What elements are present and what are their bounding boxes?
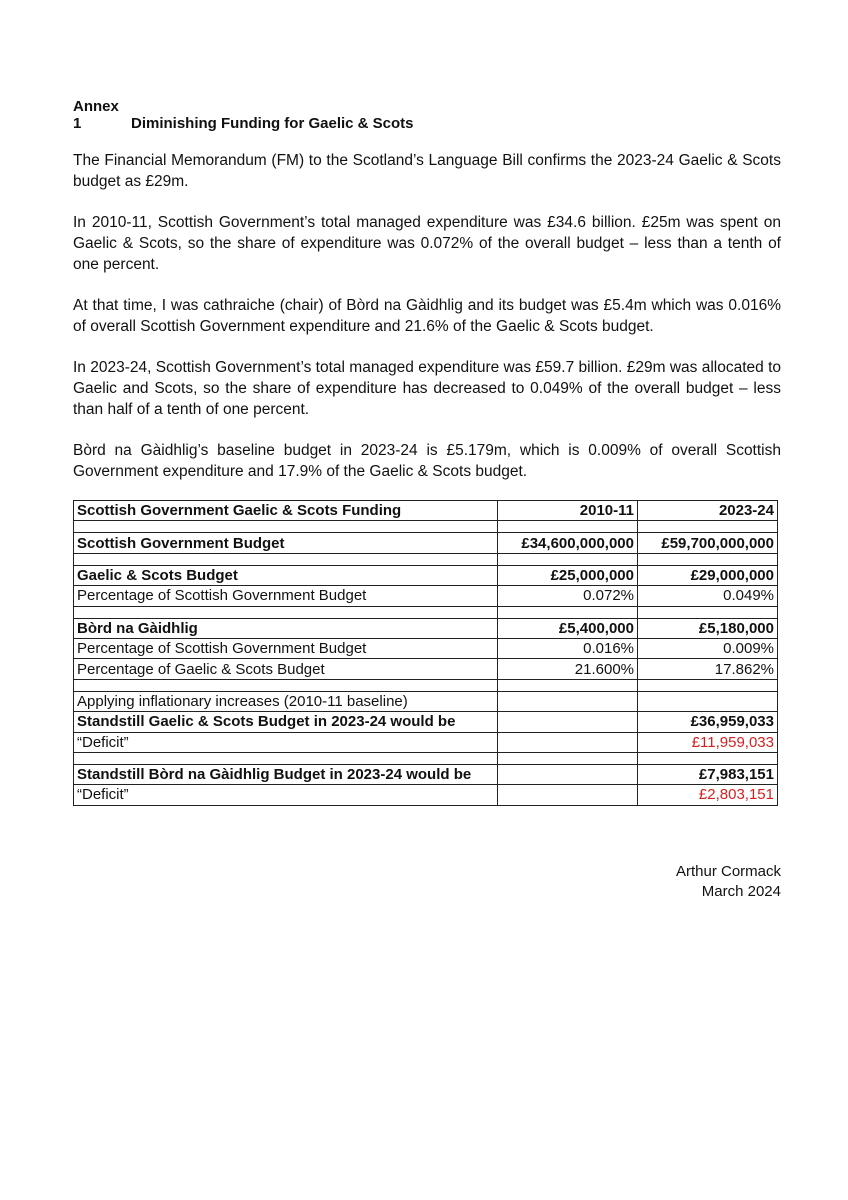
table-row: [74, 533, 778, 553]
row-value-2023: 17.862%: [638, 659, 778, 679]
row-value-2010: [498, 732, 638, 752]
table-row: [74, 732, 778, 752]
row-value-2023: £29,000,000: [638, 565, 778, 585]
row-value-2010: £5,400,000: [498, 618, 638, 638]
row-label: Applying inflationary increases (2010-11 baseline): [74, 691, 498, 711]
row-value-2010: £34,600,000,000: [498, 533, 638, 553]
row-value-2023: [638, 691, 778, 711]
row-label: Bòrd na Gàidhlig: [74, 618, 498, 638]
row-value-2010: [498, 691, 638, 711]
table-spacer-row: [74, 679, 778, 691]
table-row: [74, 638, 778, 658]
row-value-2010: 21.600%: [498, 659, 638, 679]
row-value-2010: £25,000,000: [498, 565, 638, 585]
signature-name: Arthur Cormack: [675, 863, 781, 880]
table-header-label: Scottish Government Gaelic & Scots Funding: [74, 501, 498, 521]
row-value-2023: £59,700,000,000: [638, 533, 778, 553]
table-spacer-row: [74, 606, 778, 618]
table-row: [74, 691, 778, 711]
paragraph-chair: At that time, I was cathraiche (chair) of Bòrd na Gàidhlig and its budget was £5.4m which was 0.016% of overall Scottish Government expenditure and 21.6% of the Gaelic & Scots budget.: [73, 297, 781, 335]
row-value-2023: 0.009%: [638, 638, 778, 658]
row-value-2023: £5,180,000: [638, 618, 778, 638]
table-row: [74, 712, 778, 732]
row-value-2023: £7,983,151: [638, 764, 778, 784]
row-value-2010: [498, 764, 638, 784]
row-label: Percentage of Gaelic & Scots Budget: [74, 659, 498, 679]
table-header-2023: 2023-24: [638, 501, 778, 521]
table-row: [74, 764, 778, 784]
paragraph-baseline: Bòrd na Gàidhlig’s baseline budget in 2023-24 is £5.179m, which is 0.009% of overall Scottish Government expenditure and 17.9% of the Gaelic & Scots budget.: [73, 442, 781, 480]
row-label: “Deficit”: [74, 785, 498, 805]
table-spacer-row: [74, 553, 778, 565]
table-header-row: [74, 501, 778, 521]
table-header-2010: 2010-11: [498, 501, 638, 521]
annex-title: Diminishing Funding for Gaelic & Scots: [131, 115, 414, 132]
table-row: [74, 586, 778, 606]
row-label: Gaelic & Scots Budget: [74, 565, 498, 585]
row-value-2010: 0.072%: [498, 586, 638, 606]
table-row: [74, 659, 778, 679]
table-row: [74, 565, 778, 585]
row-value-2010: [498, 785, 638, 805]
annex-heading: [73, 98, 781, 132]
row-label: Percentage of Scottish Government Budget: [74, 638, 498, 658]
signature-block: [676, 862, 781, 902]
deficit-value: £11,959,033: [638, 732, 778, 752]
row-label: “Deficit”: [74, 732, 498, 752]
row-label: Standstill Bòrd na Gàidhlig Budget in 2023-24 would be: [74, 764, 498, 784]
row-value-2010: 0.016%: [498, 638, 638, 658]
table-spacer-row: [74, 521, 778, 533]
row-value-2023: £36,959,033: [638, 712, 778, 732]
row-value-2010: [498, 712, 638, 732]
row-label: Scottish Government Budget: [74, 533, 498, 553]
paragraph-fm: The Financial Memorandum (FM) to the Scotland’s Language Bill confirms the 2023-24 Gaelic & Scots budget as £29m.: [73, 152, 781, 190]
paragraph-2010: In 2010-11, Scottish Government’s total managed expenditure was £34.6 billion. £25m was spent on Gaelic & Scots, so the share of expenditure was 0.072% of the overall budget – less than a tenth of one percent.: [73, 214, 781, 273]
funding-table: [73, 500, 778, 806]
table-spacer-row: [74, 752, 778, 764]
table-row: [74, 618, 778, 638]
row-label: Standstill Gaelic & Scots Budget in 2023-24 would be: [74, 712, 498, 732]
deficit-value: £2,803,151: [638, 785, 778, 805]
document-page: [73, 98, 781, 806]
paragraph-2023: In 2023-24, Scottish Government’s total managed expenditure was £59.7 billion. £29m was allocated to Gaelic and Scots, so the share of expenditure has decreased to 0.049% of the overall budget – less than half of a tenth of one percent.: [73, 359, 781, 418]
row-label: Percentage of Scottish Government Budget: [74, 586, 498, 606]
annex-number: Annex 1: [73, 98, 119, 132]
row-value-2023: 0.049%: [638, 586, 778, 606]
signature-date: March 2024: [701, 883, 781, 900]
table-row: [74, 785, 778, 805]
